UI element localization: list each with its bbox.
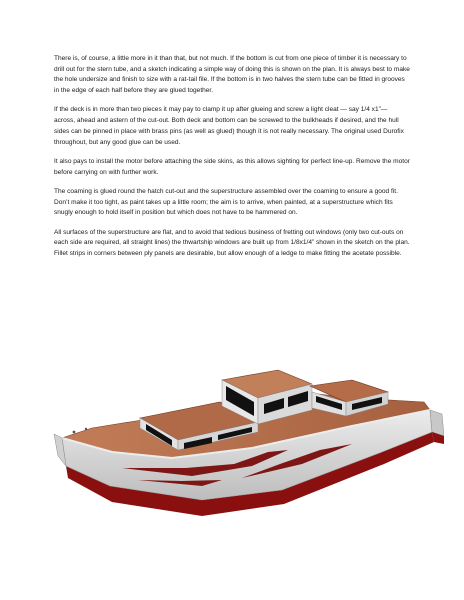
deck-fitting [85, 428, 87, 430]
body-text [54, 54, 410, 268]
paragraph-superstructure: All surfaces of the superstructure are flat, and to avoid that tedious business of fretting out windows (only two cut-outs on each side are required, all straight lines) the thwartship windows are built up from 1/8x1/4” shown in the sketch on the plan. Fillet strips in corners between ply panels are desirable, but allow enough of a ledge to make fitting the acetate possible. [54, 228, 410, 257]
paragraph-deck: If the deck is in more than two pieces it may pay to clamp it up after glueing and screw a light cleat — say 1/4 x1”— across, ahead and astern of the cut-out. Both deck and bottom can be screwed to the bulkheads if desired, and the hull sides can be pinned in place with brass pins (as well as glued) though it is not really necessary. The original used Durofix throughout, but any good glue can be used. [54, 106, 404, 146]
boat-model-illustration [52, 340, 444, 520]
paragraph-coaming: The coaming is glued round the hatch cut-out and the superstructure assembled over the coaming to ensure a good fit. Don’t make it too tight, as paint takes up a little room; the aim is to arrive, when painted, at a superstructure which fits snugly enough to hold itself in position but which does not have to be hammered on. [54, 187, 398, 217]
deck-fitting [73, 431, 76, 434]
paragraph-motor: It also pays to install the motor before attaching the side skins, as this allows sighting for perfect line-up. Remove the motor before carrying on with further work. [54, 157, 410, 176]
paragraph-stern-tube: There is, of course, a little more in it than that, but not much. If the bottom is cut from one piece of timber it is necessary to drill out for the stern tube, and a sketch indicating a simple way of doing this is shown on the plan. It is always best to make the hole undersize and finish to size with a rat-tail file. If the bottom is in two halves the stern tube can be fitted in grooves in the edge of each half before they are glued together. [54, 55, 410, 95]
boat-model-photo [52, 340, 444, 520]
